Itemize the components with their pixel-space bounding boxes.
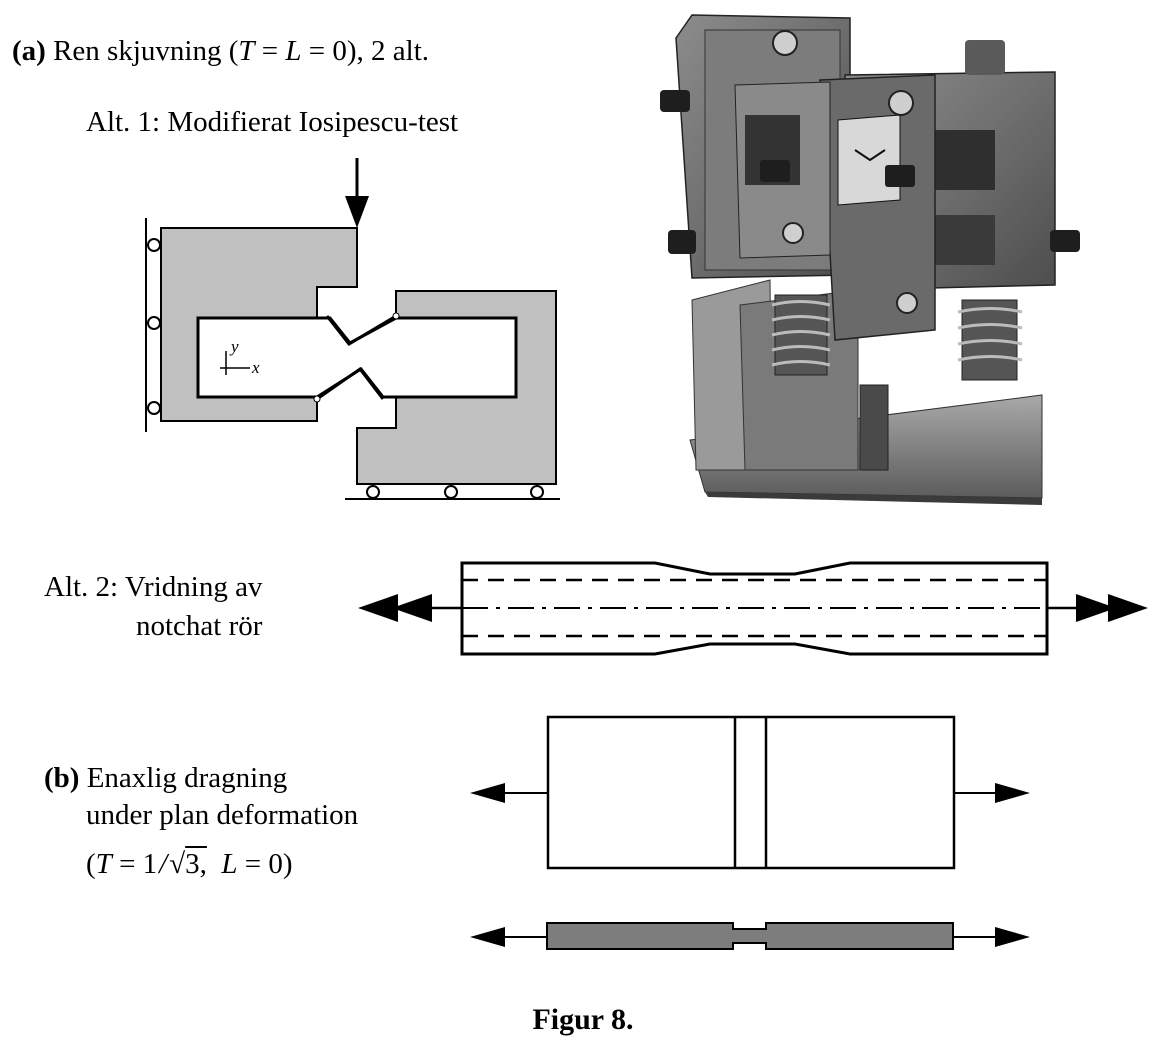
part-a-label: (a) — [12, 35, 46, 67]
alt1-title: Alt. 1: Modifierat Iosipescu-test — [86, 106, 459, 138]
formula-sqrt: √ — [169, 848, 186, 880]
notched-tube-diagram — [358, 563, 1148, 654]
part-a-eq2: = 0), 2 alt. — [301, 35, 429, 67]
formula-open: ( — [86, 848, 96, 880]
formula-slash: / — [159, 848, 168, 880]
load-arrow-head — [345, 196, 369, 228]
shear-test-fixture-photo — [660, 15, 1080, 505]
bottom-roller-1 — [367, 486, 379, 498]
part-b-line2: under plan deformation — [86, 799, 359, 831]
alt2-line1: Alt. 2: Vridning av — [44, 571, 263, 603]
axis-y-label: y — [231, 337, 239, 356]
specimen — [198, 318, 516, 397]
part-a-title-pre: Ren skjuvning ( — [53, 35, 239, 67]
plane-strain-specimen-side — [547, 923, 953, 949]
notch-point-1 — [393, 313, 399, 319]
figure-caption: Figur 8. — [532, 1003, 634, 1036]
bottom-roller-2 — [445, 486, 457, 498]
formula-L: L — [221, 848, 238, 880]
tension-arrow-left-top — [470, 783, 505, 803]
torsion-arrow-right-2 — [1108, 594, 1148, 622]
left-roller-3 — [148, 402, 160, 414]
plane-strain-diagram — [470, 717, 1030, 949]
iosipescu-diagram — [146, 158, 560, 499]
part-b-label: (b) — [44, 762, 80, 794]
formula-eq: = 1 — [111, 848, 158, 880]
formula-three: 3, — [185, 848, 207, 880]
plane-strain-specimen-top — [548, 717, 954, 868]
left-roller-2 — [148, 317, 160, 329]
formula-eq2: = 0) — [237, 848, 293, 880]
formula-T: T — [95, 848, 112, 880]
part-b-line1-text: Enaxlig dragning — [86, 762, 288, 794]
tension-arrow-left-bottom — [470, 927, 505, 947]
bottom-roller-3 — [531, 486, 543, 498]
left-roller-1 — [148, 239, 160, 251]
alt2-line2: notchat rör — [136, 610, 263, 642]
tension-arrow-right-top — [995, 783, 1030, 803]
tension-arrow-right-bottom — [995, 927, 1030, 947]
axis-x-label: x — [252, 358, 260, 377]
part-a-T: T — [238, 35, 255, 67]
part-a-L: L — [285, 35, 302, 67]
notch-point-2 — [314, 396, 320, 402]
part-a-eq1: = — [254, 35, 286, 67]
